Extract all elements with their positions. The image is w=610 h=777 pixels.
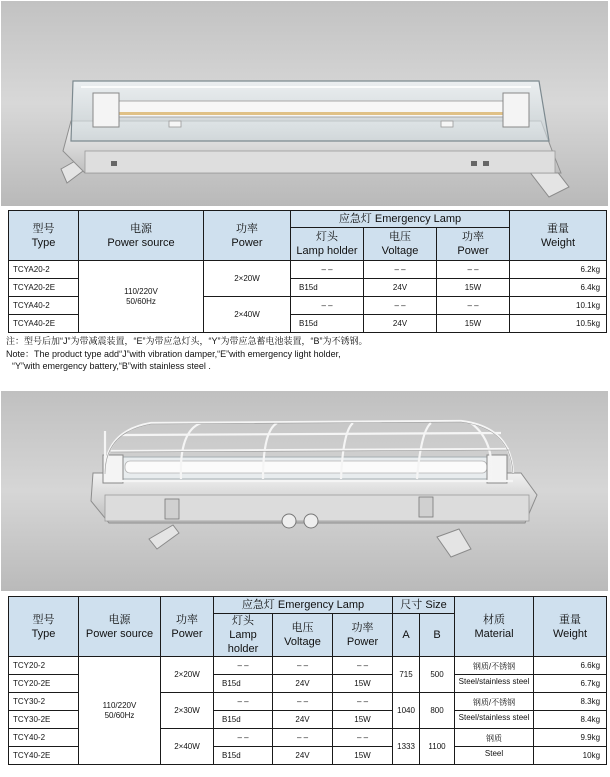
power-cell: 2×40W bbox=[161, 729, 214, 765]
material-cell: 钢质 Steel bbox=[455, 729, 534, 765]
product-note bbox=[6, 335, 606, 373]
header-weight: 重量 Weight bbox=[510, 211, 607, 261]
note-line-en-2: “Y”with emergency battery,“B”with stainless steel . bbox=[12, 361, 211, 371]
size-a-cell: 1040 bbox=[393, 693, 420, 729]
header-lamp-holder: 灯头 Lamp holder bbox=[214, 614, 273, 657]
header-emergency-lamp: 应急灯 Emergency Lamp bbox=[214, 597, 393, 614]
power-cell: 2×20W bbox=[161, 657, 214, 693]
table-row: TCY20-2E B15d 24V 15W 6.7kg bbox=[9, 675, 607, 693]
table-row: TCYA20-2E B15d 24V 15W 6.4kg bbox=[9, 279, 607, 297]
header-emergency-lamp: 应急灯 Emergency Lamp bbox=[291, 211, 510, 228]
header-type: 型号 Type bbox=[9, 597, 79, 657]
header-lamp-holder: 灯头 Lamp holder bbox=[291, 228, 364, 261]
header-weight: 重量 Weight bbox=[534, 597, 607, 657]
size-b-cell: 800 bbox=[420, 693, 455, 729]
power-cell: 2×30W bbox=[161, 693, 214, 729]
material-cell: 钢质/不锈钢 Steel/stainless steel bbox=[455, 693, 534, 729]
header-voltage: 电压 Voltage bbox=[273, 614, 333, 657]
spec-table-tcy bbox=[8, 596, 607, 765]
header-power-source: 电源 Power source bbox=[79, 211, 204, 261]
product-photo-tcy bbox=[1, 391, 608, 591]
header-emergency-power: 功率 Power bbox=[437, 228, 510, 261]
table-row: TCY40-2E B15d 24V 15W 10kg bbox=[9, 747, 607, 765]
header-size: 尺寸 Size bbox=[393, 597, 455, 614]
note-line-en-1: Note：The product type add“J”with vibration damper,“E”with emergency light holder, bbox=[6, 348, 341, 359]
table-row: TCYA40-2 2×40W – – – – – – 10.1kg bbox=[9, 297, 607, 315]
table-row: TCY30-2 2×30W – – – – – – 1040 800 钢质/不锈钢 Steel/stainless steel 8.3kg bbox=[9, 693, 607, 711]
header-material: 材质 Material bbox=[455, 597, 534, 657]
size-b-cell: 500 bbox=[420, 657, 455, 693]
table-row: TCY20-2 110/220V 50/60Hz 2×20W – – – – – – 715 500 钢质/不锈钢 Steel/stainless steel 6.6kg bbox=[9, 657, 607, 675]
header-power-source: 电源 Power source bbox=[79, 597, 161, 657]
table-row: TCY30-2E B15d 24V 15W 8.4kg bbox=[9, 711, 607, 729]
table-row: TCYA40-2E B15d 24V 15W 10.5kg bbox=[9, 315, 607, 333]
size-a-cell: 1333 bbox=[393, 729, 420, 765]
table-row: TCY40-2 2×40W – – – – – – 1333 1100 钢质 Steel 9.9kg bbox=[9, 729, 607, 747]
product-photo-tcya bbox=[1, 1, 608, 206]
power-cell: 2×40W bbox=[204, 297, 291, 333]
material-cell: 钢质/不锈钢 Steel/stainless steel bbox=[455, 657, 534, 693]
header-power: 功率 Power bbox=[204, 211, 291, 261]
power-source-cell: 110/220V 50/60Hz bbox=[79, 657, 161, 765]
size-a-cell: 715 bbox=[393, 657, 420, 693]
header-size-a: A bbox=[393, 614, 420, 657]
header-power: 功率 Power bbox=[161, 597, 214, 657]
header-emergency-power: 功率 Power bbox=[333, 614, 393, 657]
power-cell: 2×20W bbox=[204, 261, 291, 297]
note-line-cn: 注：型号后加“J”为带减震装置，“E”为带应急灯头，“Y”为带应急蓄电池装置，“B”为不锈钢。 bbox=[6, 336, 368, 346]
table-row: TCYA20-2 110/220V 50/60Hz 2×20W – – – – – – 6.2kg bbox=[9, 261, 607, 279]
spec-table-tcya bbox=[8, 210, 607, 333]
header-voltage: 电压 Voltage bbox=[364, 228, 437, 261]
header-type: 型号 Type bbox=[9, 211, 79, 261]
header-size-b: B bbox=[420, 614, 455, 657]
power-source-cell: 110/220V 50/60Hz bbox=[79, 261, 204, 333]
size-b-cell: 1100 bbox=[420, 729, 455, 765]
